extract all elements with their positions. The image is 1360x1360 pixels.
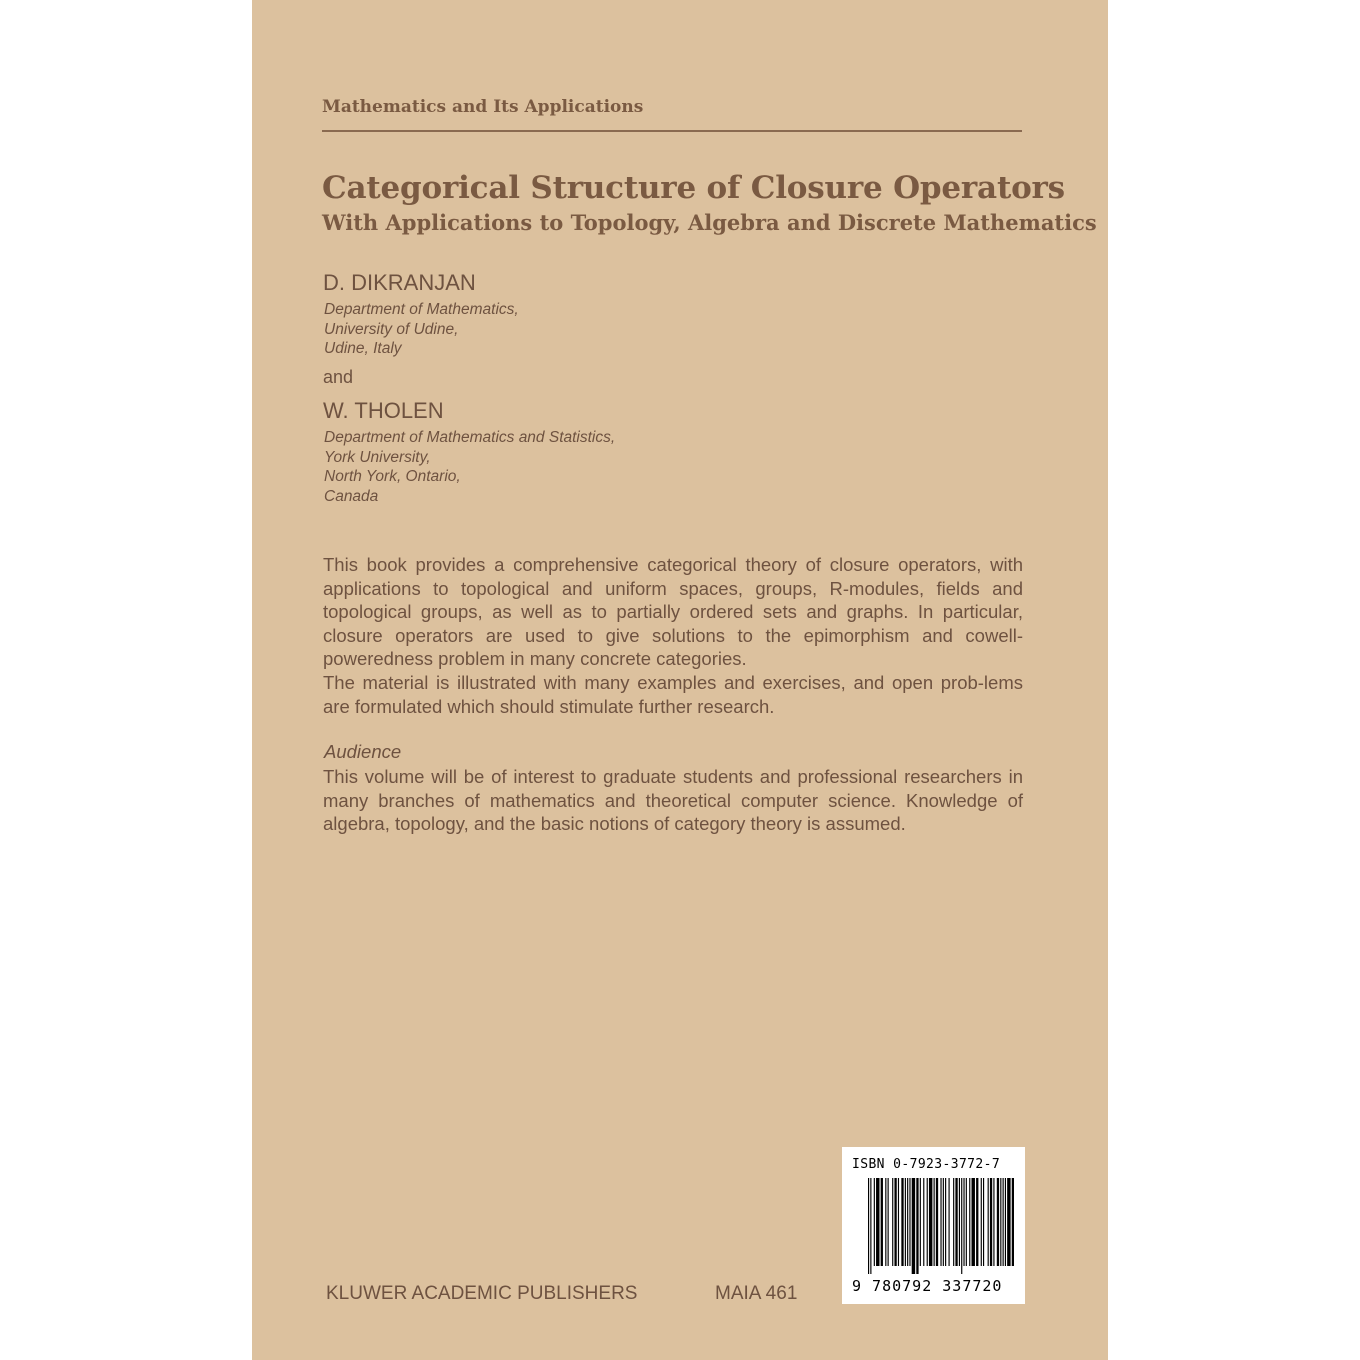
- barcode-bar: [888, 1178, 889, 1266]
- audience-heading: Audience: [324, 741, 402, 762]
- barcode-bar: [981, 1178, 982, 1266]
- barcode-bar: [1005, 1178, 1006, 1266]
- barcode-bar: [912, 1178, 915, 1274]
- barcode-bar: [961, 1178, 962, 1274]
- author-name: D. DIKRANJAN: [323, 270, 476, 295]
- barcode-bar: [907, 1178, 908, 1266]
- barcode-bar: [934, 1178, 935, 1266]
- author-affiliation: [324, 428, 615, 507]
- description-paragraph: The material is illustrated with many examples and exercises, and open prob-lems are formulated which should stimulate further research.: [323, 672, 1023, 717]
- author-conjunction: and: [323, 367, 354, 387]
- barcode-bar: [936, 1178, 938, 1266]
- barcode-bar: [892, 1178, 893, 1266]
- barcode-bar: [874, 1178, 875, 1266]
- barcode-bar: [997, 1178, 999, 1266]
- barcode-bars: [868, 1178, 1014, 1274]
- barcode-bar: [920, 1178, 921, 1266]
- book-subtitle: With Applications to Topology, Algebra and Discrete Mathematics: [322, 210, 1097, 235]
- barcode-bar: [990, 1178, 992, 1266]
- barcode-bar: [876, 1178, 879, 1266]
- divider-rule: [322, 130, 1022, 132]
- affiliation-line: Canada: [324, 488, 379, 506]
- barcode-bar: [966, 1178, 967, 1266]
- isbn-number: ISBN 0-7923-3772-7: [852, 1157, 1001, 1172]
- barcode-bar: [905, 1178, 906, 1266]
- affiliation-line: North York, Ontario,: [324, 468, 461, 486]
- barcode-bar: [955, 1178, 957, 1266]
- affiliation-line: York University,: [324, 448, 431, 466]
- publisher-name: KLUWER ACADEMIC PUBLISHERS: [326, 1283, 638, 1304]
- barcode-bar: [916, 1178, 918, 1274]
- barcode-bar: [885, 1178, 886, 1266]
- barcode-bar: [945, 1178, 946, 1266]
- barcode-bar: [881, 1178, 883, 1266]
- book-title: Categorical Structure of Closure Operators: [322, 170, 1065, 206]
- barcode-bar: [909, 1178, 910, 1266]
- barcode-bar: [963, 1178, 964, 1266]
- barcode-bar: [1007, 1178, 1010, 1266]
- barcode-bar: [943, 1178, 944, 1266]
- barcode-bar: [949, 1178, 950, 1266]
- ean-number: 9 780792 337720: [852, 1277, 1003, 1295]
- barcode-bar: [923, 1178, 924, 1266]
- barcode-bar: [894, 1178, 896, 1266]
- author-affiliation: [324, 300, 519, 359]
- barcode-bar: [929, 1178, 932, 1266]
- book-back-cover: [252, 0, 1108, 1360]
- barcode-bar: [927, 1178, 928, 1266]
- barcode-bar: [976, 1178, 978, 1266]
- barcode-bar: [940, 1178, 941, 1266]
- barcode-bar: [969, 1178, 970, 1266]
- author-name: W. THOLEN: [323, 398, 444, 423]
- affiliation-line: University of Udine,: [324, 320, 459, 338]
- barcode-bar: [868, 1178, 869, 1274]
- affiliation-line: Department of Mathematics and Statistics,: [324, 429, 616, 446]
- barcode-bar: [870, 1178, 871, 1274]
- barcode: [842, 1147, 1025, 1304]
- affiliation-line: Udine, Italy: [324, 340, 402, 358]
- audience-text: This volume will be of interest to graduate students and professional researchers in many branches of mathematics and theoretical computer science. Knowledge of algebra, topology, and the basic notions of category theory is assumed.: [323, 766, 1023, 834]
- barcode-bar: [959, 1178, 960, 1266]
- barcode-bar: [993, 1178, 994, 1266]
- barcode-bar: [988, 1178, 989, 1266]
- series-code: MAIA 461: [715, 1283, 798, 1304]
- affiliation-line: Department of Mathematics,: [324, 301, 519, 318]
- barcode-bar: [972, 1178, 975, 1266]
- barcode-bar: [901, 1178, 903, 1266]
- barcode-bar: [1003, 1178, 1004, 1266]
- description-paragraph: This book provides a comprehensive categorical theory of closure operators, with applications to topological and uniform spaces, groups, R-modules, fields and topological groups, as well as to partially ordered sets and graphs. In particular, closure operators are used to give solutions to the epimorphism and cowell-poweredness problem in many concrete categories.: [323, 554, 1023, 669]
- barcode-bar: [953, 1178, 954, 1266]
- barcode-bar: [1012, 1178, 1014, 1266]
- barcode-bar: [1000, 1178, 1001, 1266]
- series-name: Mathematics and Its Applications: [322, 97, 644, 117]
- barcode-bar: [983, 1178, 984, 1266]
- barcode-bar: [898, 1178, 899, 1266]
